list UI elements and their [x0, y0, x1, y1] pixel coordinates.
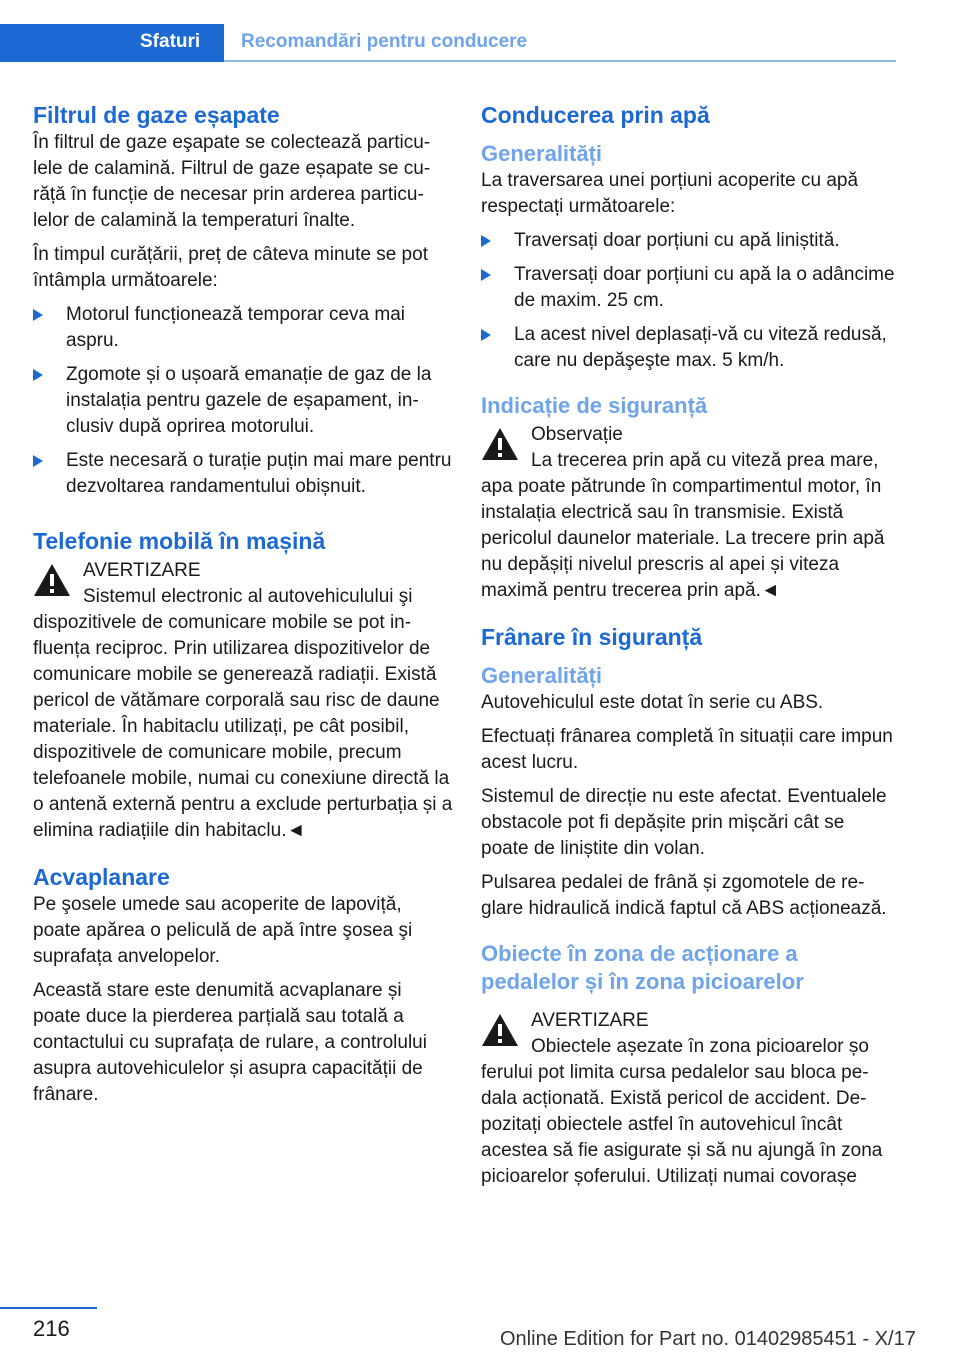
warning-triangle-icon [481, 1012, 519, 1048]
warning-text: dispozitivele de comunicare mobile se pot influența reciproc. Prin utilizarea dispozitivelor de comunicare mobile se generează radiații. Există pericol de vătămare corporală sau risc de daune materiale. În habitaclu utilizați, pe cât posibil, dispozitivele de comunicare mobile, precum telefoanele mobile, numai cu conexiune directă la o antenă externă pentru a exclude perturbația și a elimina radiațiile din habitaclu.◄ [33, 612, 453, 841]
paragraph: Autovehiculul este dotat în serie cu ABS. [481, 692, 824, 713]
list-item: Traversați doar porțiuni cu apă la o adâncime de maxim. 25 cm. [481, 262, 896, 314]
list-item: Este necesară o turație puțin mai mare pentru dezvoltarea randamentului obișnuit. [33, 448, 453, 500]
note-block [481, 422, 896, 604]
section-title-driving-through-water: Conducerea prin apă [481, 102, 710, 128]
paragraph: La traversarea unei porțiuni acoperite cu apă respectați următoarele: [481, 170, 859, 217]
right-column [481, 100, 896, 1190]
section-title-exhaust-filter: Filtrul de gaze eșapate [33, 102, 280, 128]
bullet-triangle-icon [33, 309, 43, 321]
bullet-triangle-icon [481, 269, 491, 281]
paragraph: În filtrul de gaze eşapate se colectează particulele de calamină. Filtrul de gaze eșapate se curățǎ în funcție de necesar prin arderea particulelor de calamină la temperaturi înalte. [33, 132, 431, 231]
warning-block [33, 558, 453, 844]
bullet-triangle-icon [481, 329, 491, 341]
page-number-rule [0, 1307, 97, 1309]
note-text: apa poate pătrunde în compartimentul motor, în instalația electrică sau în transmisie. Există pericolul daunelor materiale. La trecere prin apă nu depășiți nivelul prescris al apei și viteza maximă pentru trecerea prin apă.◄ [481, 476, 885, 601]
paragraph: În timpul curățǎrii, preț de câteva minute se pot întâmpla următoarele: [33, 244, 428, 291]
paragraph: Sistemul de direcție nu este afectat. Eventualele obstacole pot fi depășite prin mișcări cât se poate de liniștite din volan. [481, 786, 887, 859]
section-title-aquaplaning: Acvaplanare [33, 864, 170, 890]
warning-block [481, 1008, 896, 1190]
paragraph: Pulsarea pedalei de frână și zgomotele de reglare hidraulică indică faptul că ABS acționează. [481, 872, 887, 919]
page-number: 216 [33, 1316, 70, 1341]
bullet-triangle-icon [33, 369, 43, 381]
list-item: Traversați doar porțiuni cu apă liniștită. [481, 228, 896, 254]
section-title-mobile-phone: Telefonie mobilă în mașină [33, 528, 326, 554]
footer-edition: Online Edition for Part no. 01402985451 - X/17 [500, 1328, 916, 1350]
paragraph: Efectuați frânarea completă în situații care impun acest lucru. [481, 726, 893, 773]
note-text-line: La trecerea prin apă cu viteză prea mare, [531, 450, 879, 471]
warning-triangle-icon [33, 562, 71, 598]
list-item: La acest nivel deplasați-vă cu viteză redusă, care nu depăşeşte max. 5 km/h. [481, 322, 896, 374]
warning-text-line: Obiectele așezate în zona picioarelor șo [531, 1036, 869, 1057]
header-rule [224, 60, 896, 62]
warning-heading: AVERTIZARE [531, 1010, 649, 1031]
bullet-triangle-icon [481, 235, 491, 247]
subsection-title-objects-footwell: Obiecte în zona de acționare a pedalelor și în zona picioarelor [481, 941, 804, 994]
paragraph: Această stare este denumită acvaplanare și poate duce la pierderea parțială sau totală a contactului cu suprafața de rulare, a controlului asupra autovehiculelor și asupra capacității de frânare. [33, 980, 427, 1105]
subsection-title: Generalități [481, 663, 603, 688]
warning-text-line: Sistemul electronic al autovehiculului şi [83, 586, 413, 607]
section-title-safe-braking: Frânare în siguranță [481, 624, 703, 650]
header-section-tab: Sfaturi [140, 31, 201, 52]
left-column [33, 100, 453, 1116]
bullet-triangle-icon [33, 455, 43, 467]
subsection-title: Generalități [481, 141, 603, 166]
paragraph: Pe şosele umede sau acoperite de lapoviță, poate apărea o peliculă de apă între şosea şi suprafața anvelopelor. [33, 894, 413, 967]
subsection-title-safety-note: Indicație de siguranță [481, 393, 708, 418]
list-item: Zgomote și o ușoară emanație de gaz de la instalația pentru gazele de eșapament, inclusiv după oprirea motorului. [33, 362, 453, 440]
note-heading: Observație [531, 424, 623, 445]
warning-triangle-icon [481, 426, 519, 462]
header-breadcrumb: Recomandări pentru conducere [241, 31, 528, 52]
list-item: Motorul funcționează temporar ceva mai aspru. [33, 302, 453, 354]
warning-text: ferului pot limita cursa pedalelor sau bloca pedala acționată. Există pericol de accident. Depozitați obiectele astfel în autovehicul încât acestea să fie asigurate și să nu ajungă în zona picioarelor șoferului. Utilizați numai covorașe [481, 1062, 883, 1187]
warning-heading: AVERTIZARE [83, 560, 201, 581]
